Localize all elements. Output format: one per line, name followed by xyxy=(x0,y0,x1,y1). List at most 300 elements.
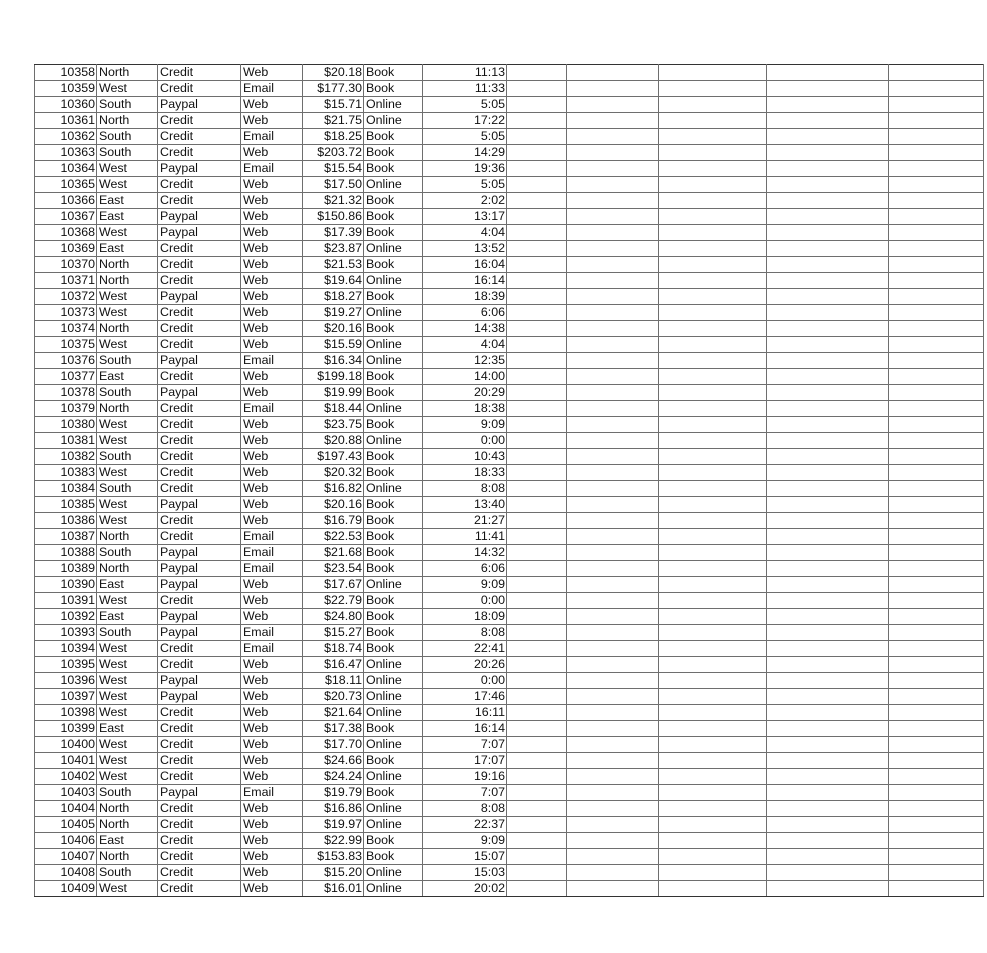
type-cell[interactable]: Online xyxy=(364,353,423,369)
region-cell[interactable]: West xyxy=(97,497,158,513)
empty-cell[interactable] xyxy=(889,481,984,497)
type-cell[interactable]: Book xyxy=(364,417,423,433)
payment-cell[interactable]: Credit xyxy=(158,193,241,209)
payment-cell[interactable]: Credit xyxy=(158,81,241,97)
time-cell[interactable]: 14:29 xyxy=(423,145,507,161)
order-id-cell[interactable]: 10389 xyxy=(35,561,97,577)
empty-cell[interactable] xyxy=(659,369,767,385)
empty-cell[interactable] xyxy=(659,673,767,689)
region-cell[interactable]: West xyxy=(97,417,158,433)
type-cell[interactable]: Book xyxy=(364,289,423,305)
empty-cell[interactable] xyxy=(767,849,889,865)
empty-cell[interactable] xyxy=(507,737,567,753)
empty-cell[interactable] xyxy=(659,193,767,209)
region-cell[interactable]: South xyxy=(97,545,158,561)
payment-cell[interactable]: Credit xyxy=(158,481,241,497)
time-cell[interactable]: 4:04 xyxy=(423,337,507,353)
empty-cell[interactable] xyxy=(567,241,659,257)
empty-cell[interactable] xyxy=(567,401,659,417)
time-cell[interactable]: 5:05 xyxy=(423,129,507,145)
type-cell[interactable]: Online xyxy=(364,657,423,673)
channel-cell[interactable]: Web xyxy=(241,369,303,385)
channel-cell[interactable]: Web xyxy=(241,241,303,257)
empty-cell[interactable] xyxy=(889,801,984,817)
amount-cell[interactable]: $21.64 xyxy=(303,705,364,721)
empty-cell[interactable] xyxy=(567,321,659,337)
time-cell[interactable]: 0:00 xyxy=(423,433,507,449)
time-cell[interactable]: 15:03 xyxy=(423,865,507,881)
type-cell[interactable]: Book xyxy=(364,257,423,273)
empty-cell[interactable] xyxy=(889,113,984,129)
empty-cell[interactable] xyxy=(889,753,984,769)
order-id-cell[interactable]: 10400 xyxy=(35,737,97,753)
empty-cell[interactable] xyxy=(659,129,767,145)
type-cell[interactable]: Book xyxy=(364,833,423,849)
empty-cell[interactable] xyxy=(889,625,984,641)
empty-cell[interactable] xyxy=(767,337,889,353)
empty-cell[interactable] xyxy=(659,113,767,129)
order-id-cell[interactable]: 10387 xyxy=(35,529,97,545)
payment-cell[interactable]: Paypal xyxy=(158,673,241,689)
channel-cell[interactable]: Web xyxy=(241,273,303,289)
order-id-cell[interactable]: 10378 xyxy=(35,385,97,401)
channel-cell[interactable]: Email xyxy=(241,161,303,177)
amount-cell[interactable]: $19.64 xyxy=(303,273,364,289)
empty-cell[interactable] xyxy=(567,561,659,577)
amount-cell[interactable]: $17.70 xyxy=(303,737,364,753)
payment-cell[interactable]: Paypal xyxy=(158,577,241,593)
empty-cell[interactable] xyxy=(507,849,567,865)
empty-cell[interactable] xyxy=(507,321,567,337)
region-cell[interactable]: North xyxy=(97,529,158,545)
empty-cell[interactable] xyxy=(767,289,889,305)
region-cell[interactable]: South xyxy=(97,625,158,641)
empty-cell[interactable] xyxy=(659,417,767,433)
region-cell[interactable]: South xyxy=(97,449,158,465)
empty-cell[interactable] xyxy=(767,321,889,337)
channel-cell[interactable]: Web xyxy=(241,209,303,225)
channel-cell[interactable]: Email xyxy=(241,625,303,641)
empty-cell[interactable] xyxy=(567,337,659,353)
empty-cell[interactable] xyxy=(507,865,567,881)
empty-cell[interactable] xyxy=(767,561,889,577)
empty-cell[interactable] xyxy=(507,97,567,113)
region-cell[interactable]: East xyxy=(97,833,158,849)
payment-cell[interactable]: Paypal xyxy=(158,209,241,225)
empty-cell[interactable] xyxy=(507,705,567,721)
payment-cell[interactable]: Credit xyxy=(158,513,241,529)
region-cell[interactable]: North xyxy=(97,817,158,833)
empty-cell[interactable] xyxy=(567,673,659,689)
empty-cell[interactable] xyxy=(767,225,889,241)
channel-cell[interactable]: Web xyxy=(241,801,303,817)
payment-cell[interactable]: Credit xyxy=(158,65,241,81)
empty-cell[interactable] xyxy=(659,161,767,177)
empty-cell[interactable] xyxy=(659,449,767,465)
empty-cell[interactable] xyxy=(659,465,767,481)
time-cell[interactable]: 20:02 xyxy=(423,881,507,897)
time-cell[interactable]: 10:43 xyxy=(423,449,507,465)
amount-cell[interactable]: $20.73 xyxy=(303,689,364,705)
empty-cell[interactable] xyxy=(507,257,567,273)
payment-cell[interactable]: Paypal xyxy=(158,545,241,561)
empty-cell[interactable] xyxy=(567,721,659,737)
order-id-cell[interactable]: 10388 xyxy=(35,545,97,561)
empty-cell[interactable] xyxy=(567,369,659,385)
payment-cell[interactable]: Credit xyxy=(158,833,241,849)
channel-cell[interactable]: Web xyxy=(241,113,303,129)
time-cell[interactable]: 13:17 xyxy=(423,209,507,225)
channel-cell[interactable]: Web xyxy=(241,705,303,721)
type-cell[interactable]: Book xyxy=(364,465,423,481)
amount-cell[interactable]: $22.53 xyxy=(303,529,364,545)
empty-cell[interactable] xyxy=(767,513,889,529)
empty-cell[interactable] xyxy=(889,465,984,481)
channel-cell[interactable]: Email xyxy=(241,129,303,145)
empty-cell[interactable] xyxy=(567,113,659,129)
type-cell[interactable]: Online xyxy=(364,337,423,353)
time-cell[interactable]: 18:39 xyxy=(423,289,507,305)
amount-cell[interactable]: $23.54 xyxy=(303,561,364,577)
empty-cell[interactable] xyxy=(567,481,659,497)
empty-cell[interactable] xyxy=(889,369,984,385)
empty-cell[interactable] xyxy=(567,881,659,897)
order-id-cell[interactable]: 10370 xyxy=(35,257,97,273)
payment-cell[interactable]: Credit xyxy=(158,449,241,465)
type-cell[interactable]: Book xyxy=(364,129,423,145)
payment-cell[interactable]: Paypal xyxy=(158,385,241,401)
empty-cell[interactable] xyxy=(659,609,767,625)
region-cell[interactable]: South xyxy=(97,865,158,881)
empty-cell[interactable] xyxy=(767,177,889,193)
empty-cell[interactable] xyxy=(767,801,889,817)
empty-cell[interactable] xyxy=(889,385,984,401)
type-cell[interactable]: Online xyxy=(364,705,423,721)
type-cell[interactable]: Book xyxy=(364,449,423,465)
type-cell[interactable]: Online xyxy=(364,865,423,881)
empty-cell[interactable] xyxy=(767,753,889,769)
order-id-cell[interactable]: 10396 xyxy=(35,673,97,689)
channel-cell[interactable]: Email xyxy=(241,561,303,577)
empty-cell[interactable] xyxy=(767,481,889,497)
amount-cell[interactable]: $20.88 xyxy=(303,433,364,449)
empty-cell[interactable] xyxy=(889,609,984,625)
payment-cell[interactable]: Credit xyxy=(158,769,241,785)
payment-cell[interactable]: Paypal xyxy=(158,785,241,801)
empty-cell[interactable] xyxy=(889,529,984,545)
payment-cell[interactable]: Credit xyxy=(158,305,241,321)
empty-cell[interactable] xyxy=(767,881,889,897)
amount-cell[interactable]: $19.27 xyxy=(303,305,364,321)
region-cell[interactable]: West xyxy=(97,881,158,897)
time-cell[interactable]: 13:52 xyxy=(423,241,507,257)
region-cell[interactable]: North xyxy=(97,401,158,417)
type-cell[interactable]: Online xyxy=(364,177,423,193)
empty-cell[interactable] xyxy=(507,145,567,161)
empty-cell[interactable] xyxy=(889,65,984,81)
empty-cell[interactable] xyxy=(507,817,567,833)
empty-cell[interactable] xyxy=(567,81,659,97)
order-id-cell[interactable]: 10358 xyxy=(35,65,97,81)
type-cell[interactable]: Online xyxy=(364,577,423,593)
payment-cell[interactable]: Paypal xyxy=(158,225,241,241)
empty-cell[interactable] xyxy=(767,769,889,785)
region-cell[interactable]: West xyxy=(97,641,158,657)
region-cell[interactable]: West xyxy=(97,705,158,721)
order-id-cell[interactable]: 10395 xyxy=(35,657,97,673)
empty-cell[interactable] xyxy=(889,593,984,609)
empty-cell[interactable] xyxy=(567,145,659,161)
empty-cell[interactable] xyxy=(889,449,984,465)
region-cell[interactable]: South xyxy=(97,129,158,145)
empty-cell[interactable] xyxy=(767,625,889,641)
empty-cell[interactable] xyxy=(889,273,984,289)
amount-cell[interactable]: $18.25 xyxy=(303,129,364,145)
payment-cell[interactable]: Paypal xyxy=(158,289,241,305)
channel-cell[interactable]: Web xyxy=(241,433,303,449)
type-cell[interactable]: Book xyxy=(364,161,423,177)
empty-cell[interactable] xyxy=(567,657,659,673)
empty-cell[interactable] xyxy=(567,129,659,145)
payment-cell[interactable]: Credit xyxy=(158,401,241,417)
type-cell[interactable]: Book xyxy=(364,145,423,161)
empty-cell[interactable] xyxy=(659,817,767,833)
channel-cell[interactable]: Web xyxy=(241,289,303,305)
empty-cell[interactable] xyxy=(889,161,984,177)
time-cell[interactable]: 18:38 xyxy=(423,401,507,417)
empty-cell[interactable] xyxy=(507,481,567,497)
amount-cell[interactable]: $24.24 xyxy=(303,769,364,785)
empty-cell[interactable] xyxy=(767,833,889,849)
payment-cell[interactable]: Credit xyxy=(158,721,241,737)
channel-cell[interactable]: Email xyxy=(241,529,303,545)
empty-cell[interactable] xyxy=(889,785,984,801)
empty-cell[interactable] xyxy=(507,65,567,81)
empty-cell[interactable] xyxy=(567,97,659,113)
empty-cell[interactable] xyxy=(767,353,889,369)
amount-cell[interactable]: $18.74 xyxy=(303,641,364,657)
order-id-cell[interactable]: 10393 xyxy=(35,625,97,641)
time-cell[interactable]: 15:07 xyxy=(423,849,507,865)
region-cell[interactable]: East xyxy=(97,209,158,225)
empty-cell[interactable] xyxy=(507,225,567,241)
empty-cell[interactable] xyxy=(889,737,984,753)
amount-cell[interactable]: $197.43 xyxy=(303,449,364,465)
amount-cell[interactable]: $20.18 xyxy=(303,65,364,81)
amount-cell[interactable]: $15.59 xyxy=(303,337,364,353)
type-cell[interactable]: Online xyxy=(364,241,423,257)
order-id-cell[interactable]: 10391 xyxy=(35,593,97,609)
empty-cell[interactable] xyxy=(507,353,567,369)
empty-cell[interactable] xyxy=(767,193,889,209)
region-cell[interactable]: West xyxy=(97,465,158,481)
empty-cell[interactable] xyxy=(507,593,567,609)
empty-cell[interactable] xyxy=(659,401,767,417)
empty-cell[interactable] xyxy=(767,545,889,561)
type-cell[interactable]: Book xyxy=(364,81,423,97)
empty-cell[interactable] xyxy=(889,657,984,673)
channel-cell[interactable]: Email xyxy=(241,545,303,561)
empty-cell[interactable] xyxy=(567,161,659,177)
channel-cell[interactable]: Web xyxy=(241,305,303,321)
empty-cell[interactable] xyxy=(889,705,984,721)
amount-cell[interactable]: $16.01 xyxy=(303,881,364,897)
empty-cell[interactable] xyxy=(767,737,889,753)
type-cell[interactable]: Online xyxy=(364,401,423,417)
empty-cell[interactable] xyxy=(767,689,889,705)
channel-cell[interactable]: Web xyxy=(241,257,303,273)
order-id-cell[interactable]: 10407 xyxy=(35,849,97,865)
amount-cell[interactable]: $20.16 xyxy=(303,321,364,337)
channel-cell[interactable]: Web xyxy=(241,817,303,833)
order-id-cell[interactable]: 10369 xyxy=(35,241,97,257)
amount-cell[interactable]: $17.39 xyxy=(303,225,364,241)
time-cell[interactable]: 19:16 xyxy=(423,769,507,785)
channel-cell[interactable]: Web xyxy=(241,193,303,209)
time-cell[interactable]: 11:41 xyxy=(423,529,507,545)
order-id-cell[interactable]: 10360 xyxy=(35,97,97,113)
channel-cell[interactable]: Email xyxy=(241,785,303,801)
order-id-cell[interactable]: 10398 xyxy=(35,705,97,721)
empty-cell[interactable] xyxy=(507,305,567,321)
empty-cell[interactable] xyxy=(889,817,984,833)
empty-cell[interactable] xyxy=(567,417,659,433)
type-cell[interactable]: Book xyxy=(364,369,423,385)
order-id-cell[interactable]: 10392 xyxy=(35,609,97,625)
empty-cell[interactable] xyxy=(659,65,767,81)
type-cell[interactable]: Book xyxy=(364,385,423,401)
empty-cell[interactable] xyxy=(567,817,659,833)
time-cell[interactable]: 9:09 xyxy=(423,577,507,593)
amount-cell[interactable]: $21.32 xyxy=(303,193,364,209)
region-cell[interactable]: East xyxy=(97,241,158,257)
empty-cell[interactable] xyxy=(889,433,984,449)
channel-cell[interactable]: Web xyxy=(241,321,303,337)
amount-cell[interactable]: $199.18 xyxy=(303,369,364,385)
region-cell[interactable]: West xyxy=(97,657,158,673)
empty-cell[interactable] xyxy=(767,273,889,289)
payment-cell[interactable]: Credit xyxy=(158,337,241,353)
empty-cell[interactable] xyxy=(767,385,889,401)
payment-cell[interactable]: Credit xyxy=(158,705,241,721)
order-id-cell[interactable]: 10384 xyxy=(35,481,97,497)
empty-cell[interactable] xyxy=(767,241,889,257)
amount-cell[interactable]: $24.80 xyxy=(303,609,364,625)
empty-cell[interactable] xyxy=(659,545,767,561)
empty-cell[interactable] xyxy=(767,305,889,321)
region-cell[interactable]: West xyxy=(97,161,158,177)
time-cell[interactable]: 16:04 xyxy=(423,257,507,273)
amount-cell[interactable]: $15.54 xyxy=(303,161,364,177)
empty-cell[interactable] xyxy=(659,641,767,657)
empty-cell[interactable] xyxy=(507,401,567,417)
channel-cell[interactable]: Web xyxy=(241,737,303,753)
empty-cell[interactable] xyxy=(567,577,659,593)
region-cell[interactable]: South xyxy=(97,481,158,497)
empty-cell[interactable] xyxy=(567,833,659,849)
payment-cell[interactable]: Credit xyxy=(158,369,241,385)
region-cell[interactable]: South xyxy=(97,353,158,369)
empty-cell[interactable] xyxy=(767,593,889,609)
empty-cell[interactable] xyxy=(507,177,567,193)
amount-cell[interactable]: $19.99 xyxy=(303,385,364,401)
amount-cell[interactable]: $18.11 xyxy=(303,673,364,689)
order-id-cell[interactable]: 10403 xyxy=(35,785,97,801)
channel-cell[interactable]: Web xyxy=(241,497,303,513)
order-id-cell[interactable]: 10372 xyxy=(35,289,97,305)
empty-cell[interactable] xyxy=(507,625,567,641)
empty-cell[interactable] xyxy=(659,209,767,225)
type-cell[interactable]: Book xyxy=(364,721,423,737)
amount-cell[interactable]: $15.20 xyxy=(303,865,364,881)
time-cell[interactable]: 8:08 xyxy=(423,801,507,817)
channel-cell[interactable]: Web xyxy=(241,513,303,529)
empty-cell[interactable] xyxy=(659,625,767,641)
order-id-cell[interactable]: 10359 xyxy=(35,81,97,97)
empty-cell[interactable] xyxy=(889,177,984,193)
time-cell[interactable]: 0:00 xyxy=(423,673,507,689)
empty-cell[interactable] xyxy=(659,177,767,193)
channel-cell[interactable]: Email xyxy=(241,641,303,657)
region-cell[interactable]: West xyxy=(97,593,158,609)
type-cell[interactable]: Online xyxy=(364,305,423,321)
region-cell[interactable]: North xyxy=(97,65,158,81)
payment-cell[interactable]: Credit xyxy=(158,529,241,545)
empty-cell[interactable] xyxy=(567,225,659,241)
type-cell[interactable]: Book xyxy=(364,513,423,529)
type-cell[interactable]: Online xyxy=(364,433,423,449)
time-cell[interactable]: 4:04 xyxy=(423,225,507,241)
empty-cell[interactable] xyxy=(659,593,767,609)
empty-cell[interactable] xyxy=(659,497,767,513)
amount-cell[interactable]: $19.79 xyxy=(303,785,364,801)
region-cell[interactable]: East xyxy=(97,721,158,737)
empty-cell[interactable] xyxy=(567,177,659,193)
empty-cell[interactable] xyxy=(507,561,567,577)
channel-cell[interactable]: Web xyxy=(241,753,303,769)
order-id-cell[interactable]: 10368 xyxy=(35,225,97,241)
region-cell[interactable]: East xyxy=(97,577,158,593)
empty-cell[interactable] xyxy=(889,545,984,561)
order-id-cell[interactable]: 10394 xyxy=(35,641,97,657)
channel-cell[interactable]: Email xyxy=(241,353,303,369)
empty-cell[interactable] xyxy=(767,433,889,449)
empty-cell[interactable] xyxy=(507,609,567,625)
empty-cell[interactable] xyxy=(889,673,984,689)
time-cell[interactable]: 21:27 xyxy=(423,513,507,529)
empty-cell[interactable] xyxy=(767,705,889,721)
order-id-cell[interactable]: 10399 xyxy=(35,721,97,737)
empty-cell[interactable] xyxy=(889,721,984,737)
empty-cell[interactable] xyxy=(889,849,984,865)
amount-cell[interactable]: $203.72 xyxy=(303,145,364,161)
empty-cell[interactable] xyxy=(507,113,567,129)
empty-cell[interactable] xyxy=(889,417,984,433)
payment-cell[interactable]: Paypal xyxy=(158,161,241,177)
amount-cell[interactable]: $22.79 xyxy=(303,593,364,609)
empty-cell[interactable] xyxy=(889,497,984,513)
empty-cell[interactable] xyxy=(659,849,767,865)
empty-cell[interactable] xyxy=(507,657,567,673)
order-id-cell[interactable]: 10397 xyxy=(35,689,97,705)
payment-cell[interactable]: Credit xyxy=(158,417,241,433)
time-cell[interactable]: 16:11 xyxy=(423,705,507,721)
empty-cell[interactable] xyxy=(889,561,984,577)
type-cell[interactable]: Book xyxy=(364,561,423,577)
channel-cell[interactable]: Web xyxy=(241,385,303,401)
payment-cell[interactable]: Credit xyxy=(158,241,241,257)
order-id-cell[interactable]: 10379 xyxy=(35,401,97,417)
